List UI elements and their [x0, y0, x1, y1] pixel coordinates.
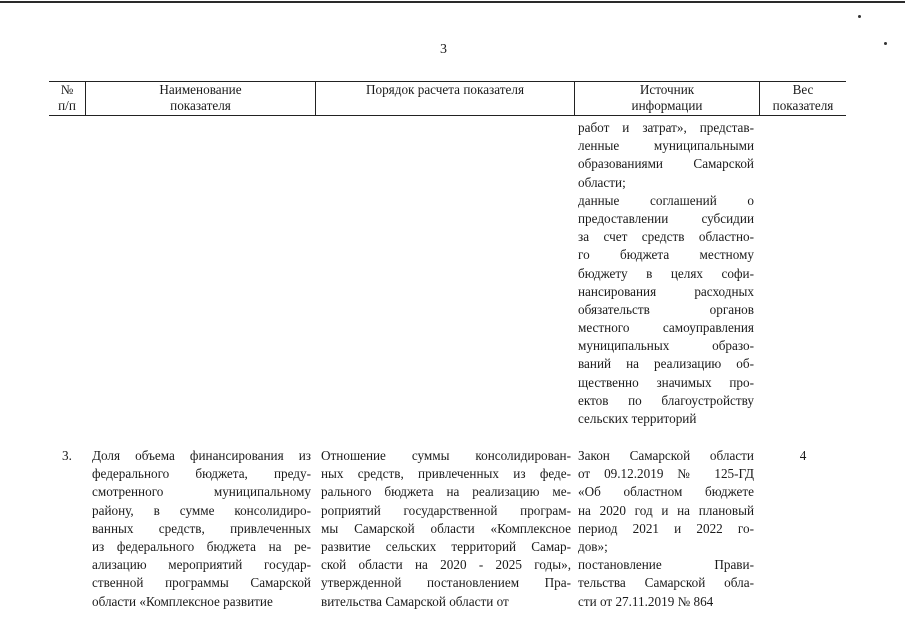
top-rule: [0, 1, 905, 3]
row3-number: 3.: [62, 448, 72, 463]
text-line: району, в сумме консолидиро-: [92, 502, 311, 518]
text-line: мы Самарской области «Комплексное: [321, 520, 571, 536]
text-line: дов»;: [578, 538, 608, 554]
header-name-line1: Наименование: [159, 82, 242, 97]
indicator-table: [49, 81, 846, 609]
text-line: обязательств органов: [578, 301, 754, 317]
text-line: утвержденной постановлением Пра-: [321, 575, 571, 591]
text-line: образованиями Самарской: [578, 156, 754, 172]
text-line: сти от 27.11.2019 № 864: [578, 593, 714, 609]
header-name-line2: показателя: [170, 98, 231, 113]
text-line: Доля объема финансирования из: [92, 448, 311, 463]
text-line: ской области на 2020 - 2025 годы»,: [321, 557, 571, 573]
header-source: [575, 82, 759, 115]
text-line: Отношение суммы консолидирован-: [321, 448, 571, 463]
text-line: го бюджета местному: [578, 247, 754, 263]
header-calculation-line1: Порядок расчета показателя: [365, 82, 525, 97]
text-line: ных средств, привлеченных из феде-: [321, 466, 571, 482]
row3-name-cell: [92, 447, 311, 611]
text-line: период 2021 и 2022 го-: [578, 520, 754, 536]
text-line: федерального бюджета, преду-: [92, 466, 311, 482]
header-weight-line1: Вес: [792, 82, 814, 97]
header-number: [49, 82, 85, 115]
continued-source-cell: [578, 119, 754, 428]
text-line: ализацию мероприятий государ-: [92, 557, 311, 573]
text-line: щественно значимых про-: [578, 374, 754, 390]
text-line: ектов по благоустройству: [578, 392, 754, 408]
header-name: [86, 82, 315, 115]
text-line: на 2020 год и на плановый: [578, 502, 754, 518]
text-line: развитие сельских территорий Самар-: [321, 538, 571, 554]
text-line: местного самоуправления: [578, 320, 754, 336]
text-line: от 09.12.2019 № 125-ГД: [578, 466, 754, 482]
row3-weight: 4: [799, 448, 807, 463]
scan-speck: [858, 15, 861, 18]
text-line: бюджету в целях софи-: [578, 265, 754, 281]
text-line: области «Комплексное развитие: [92, 593, 273, 609]
page-number: 3: [440, 42, 447, 57]
text-line: ственной программы Самарской: [92, 575, 311, 591]
text-line: рального бюджета на реализацию ме-: [321, 484, 571, 500]
text-line: предоставлении субсидии: [578, 210, 754, 226]
text-line: «Об областном бюджете: [578, 484, 754, 500]
text-line: данные соглашений о: [578, 192, 754, 208]
row3-source-cell: [578, 447, 754, 611]
scan-speck: [884, 42, 887, 45]
text-line: из федерального бюджета на ре-: [92, 538, 311, 554]
text-line: нансирования расходных: [578, 283, 754, 299]
text-line: муниципальных образо-: [578, 338, 754, 354]
text-line: сельских территорий: [578, 411, 697, 426]
header-source-line1: Источник: [639, 82, 695, 97]
text-line: тельства Самарской обла-: [578, 575, 754, 591]
row3-calculation-cell: [321, 447, 571, 611]
header-number-line2: п/п: [58, 98, 76, 113]
text-line: роприятий государственной програм-: [321, 502, 571, 518]
text-line: ванных средств, привлеченных: [92, 520, 311, 536]
text-line: ваний на реализацию об-: [578, 356, 754, 372]
text-line: ленные муниципальными: [578, 138, 754, 154]
header-weight-line2: показателя: [772, 98, 834, 113]
table-header: [49, 81, 846, 116]
header-weight: [760, 82, 846, 115]
header-calculation: [316, 82, 574, 115]
text-line: постановление Прави-: [578, 557, 754, 573]
text-line: области;: [578, 174, 626, 190]
text-line: за счет средств областно-: [578, 229, 754, 245]
text-line: Закон Самарской области: [578, 448, 754, 463]
text-line: смотренного муниципальному: [92, 484, 311, 500]
header-source-line2: информации: [631, 98, 703, 113]
header-number-line1: №: [60, 82, 74, 97]
text-line: работ и затрат», представ-: [578, 120, 754, 135]
text-line: вительства Самарской области от: [321, 593, 509, 609]
